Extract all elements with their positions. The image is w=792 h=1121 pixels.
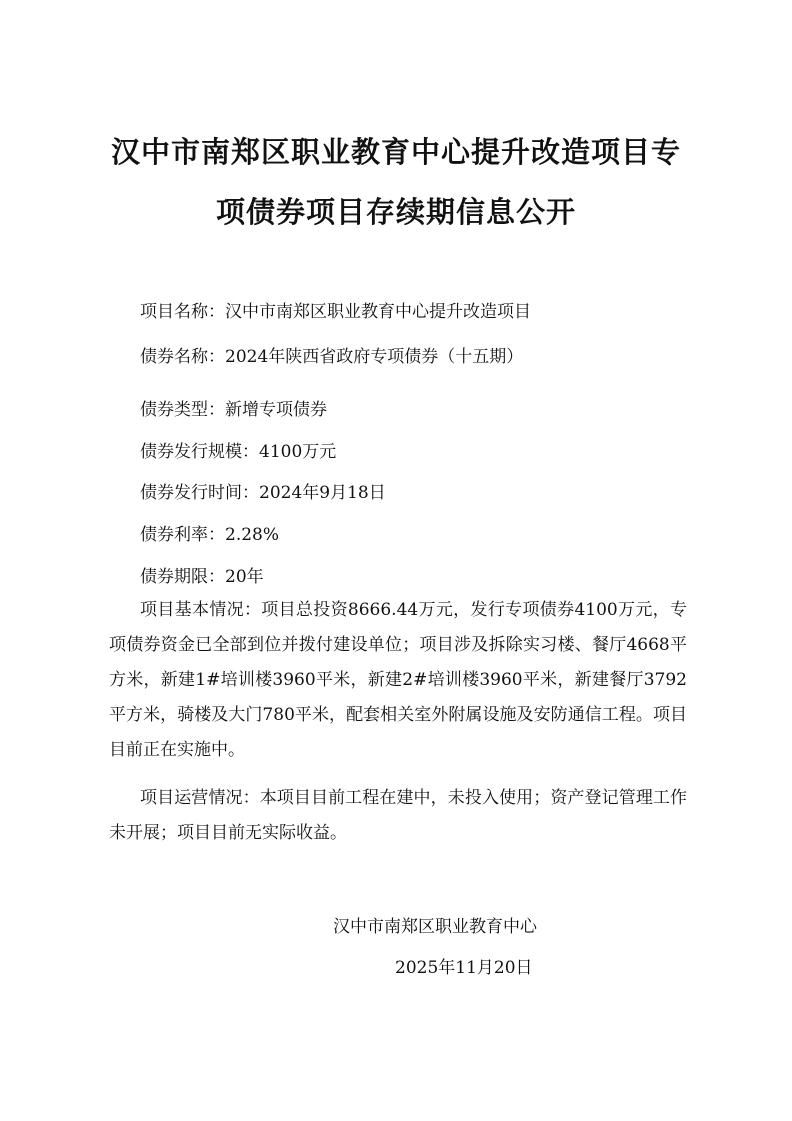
document-title-line-1: 汉中市南郑区职业教育中心提升改造项目专 — [110, 135, 681, 169]
field-bond-type — [140, 399, 327, 421]
field-value: 4100万元 — [259, 442, 337, 462]
field-value: 2024年9月18日 — [259, 483, 386, 503]
document-title-line-2: 项债券项目存续期信息公开 — [215, 195, 576, 229]
project-basic-info-paragraph — [109, 593, 687, 768]
paragraph-text: 本项目目前工程在建中，未投入使用；资产登记管理工作未开展；项目目前无实际收益。 — [109, 788, 688, 843]
field-label: 债券发行时间： — [140, 483, 259, 503]
field-label: 债券发行规模： — [140, 442, 259, 462]
field-label: 项目名称： — [140, 302, 225, 322]
paragraph-label: 项目运营情况： — [140, 788, 260, 808]
signature-organization: 汉中市南郑区职业教育中心 — [333, 917, 537, 937]
field-label: 债券类型： — [140, 400, 225, 420]
field-label: 债券利率： — [140, 525, 225, 545]
field-value: 2024年陕西省政府专项债券（十五期） — [225, 347, 524, 367]
field-bond-name — [140, 346, 523, 368]
field-project-name — [140, 301, 531, 323]
field-value: 汉中市南郑区职业教育中心提升改造项目 — [225, 302, 531, 322]
field-issue-scale — [140, 441, 336, 463]
field-label: 债券名称： — [140, 347, 225, 367]
field-value: 新增专项债券 — [225, 400, 327, 420]
field-bond-term — [140, 566, 264, 588]
paragraph-text: 项目总投资8666.44万元，发行专项债券4100万元，专项债券资金已全部到位并拨付建设单位；项目涉及拆除实习楼、餐厅4668平方米，新建1#培训楼3960平米，新建2#培训楼3960平米，新建餐厅3792平方米，骑楼及大门780平米，配套相关室外附属设施及安防通信工程。项目目前正在实施中。 — [109, 600, 688, 760]
field-value: 2.28% — [225, 525, 280, 545]
field-issue-date — [140, 482, 386, 504]
paragraph-label: 项目基本情况： — [140, 600, 262, 620]
field-value: 20年 — [225, 567, 264, 587]
field-interest-rate — [140, 524, 279, 546]
project-operation-info-paragraph — [109, 781, 687, 851]
signature-date: 2025年11月20日 — [395, 958, 533, 978]
field-label: 债券期限： — [140, 567, 225, 587]
